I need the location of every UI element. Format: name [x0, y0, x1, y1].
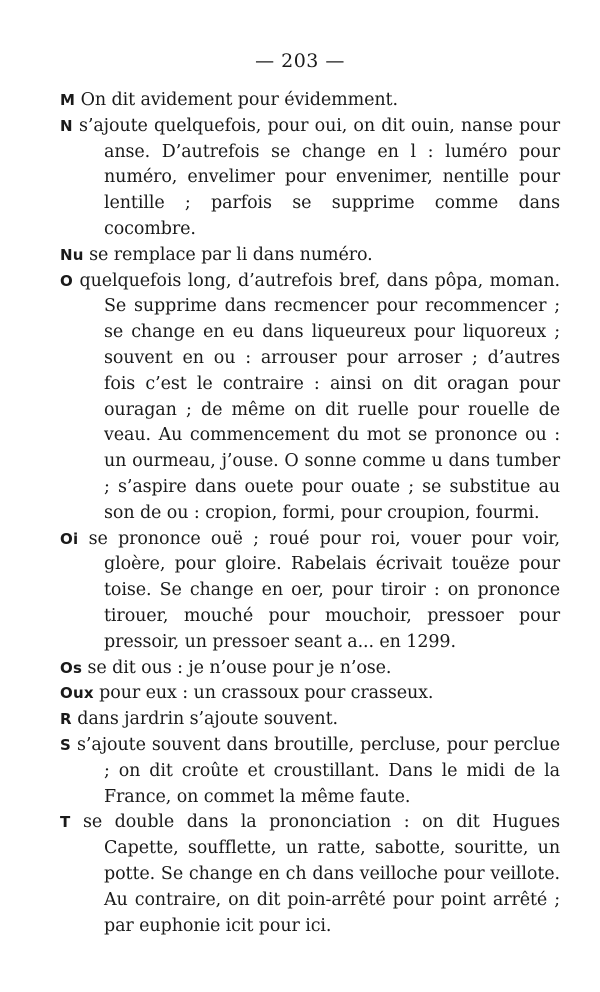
- entry-text: s’ajoute souvent dans broutille, percluse, pour perclue ; on dit croûte et croustillant. Dans le midi de la France, on commet la même faute.: [71, 734, 560, 807]
- entry-text: dans jardrin s’ajoute souvent.: [71, 709, 338, 730]
- glossary-entries: [60, 88, 560, 939]
- entry-text: s’ajoute quelquefois, pour oui, on dit ouin, nanse pour anse. D’autrefois se change en l : luméro pour numéro, envelimer pour envenimer, nentille pour lentille ; parfois se supprime comme dans cocombre.: [72, 115, 560, 239]
- entry-text: se dit ous : je n’ouse pour je n’ose.: [82, 657, 392, 678]
- entry-o: [60, 269, 560, 527]
- entry-s: [60, 733, 560, 810]
- entry-key: T: [60, 813, 71, 832]
- entry-key: Nu: [60, 245, 84, 264]
- entry-key: Oi: [60, 529, 79, 548]
- entry-key: N: [60, 116, 73, 135]
- entry-m: [60, 88, 560, 114]
- entry-oi: [60, 527, 560, 656]
- entry-t: [60, 810, 560, 939]
- entry-text: pour eux : un crassoux pour crasseux.: [93, 683, 434, 704]
- entry-key: O: [60, 271, 73, 290]
- entry-text: On dit avidement pour évidemment.: [75, 90, 398, 110]
- entry-key: Oux: [60, 684, 94, 703]
- entry-key: S: [60, 735, 72, 754]
- entry-key: M: [60, 91, 76, 109]
- entry-text: se double dans la prononciation : on dit Hugues Capette, soufflette, un ratte, sabotte, souritte, un potte. Se change en ch dans veilloche pour veillote. Au contraire, on dit poin-arrêté pour point arrêté ; par euphonie icit pour ici.: [70, 812, 560, 936]
- entry-text: se remplace par li dans numéro.: [83, 244, 373, 265]
- entry-r: [60, 707, 560, 733]
- entry-nu: [60, 243, 560, 269]
- entry-key: Os: [60, 658, 83, 677]
- entry-os: [60, 656, 560, 682]
- entry-text: se prononce ouë ; roué pour roi, vouer pour voir, gloère, pour gloire. Rabelais écrivait touëze pour toise. Se change en oer, pour tiroir : on prononce tirouer, mouché pour mouchoir, pressoer pour pressoir, un pressoer seant a... en 1299.: [78, 528, 560, 652]
- entry-n: [60, 114, 560, 243]
- entry-key: R: [60, 710, 72, 729]
- entry-text: quelquefois long, d’autrefois bref, dans pôpa, moman. Se supprime dans recmencer pour recommencer ; se change en eu dans liqueureux pour liquoreux ; souvent en ou : arrouser pour arroser ; d’autres fois c’est le contraire : ainsi on dit oragan pour ouragan ; de même on dit ruelle pour rouelle de veau. Au commencement du mot se prononce ou : un ourmeau, j’ouse. O sonne comme u dans tumber ; s’aspire dans ouete pour ouate ; se substitue au son de ou : cropion, formi, pour croupion, fourmi.: [72, 270, 560, 523]
- entry-oux: [60, 681, 560, 707]
- page-number: — 203 —: [255, 50, 345, 72]
